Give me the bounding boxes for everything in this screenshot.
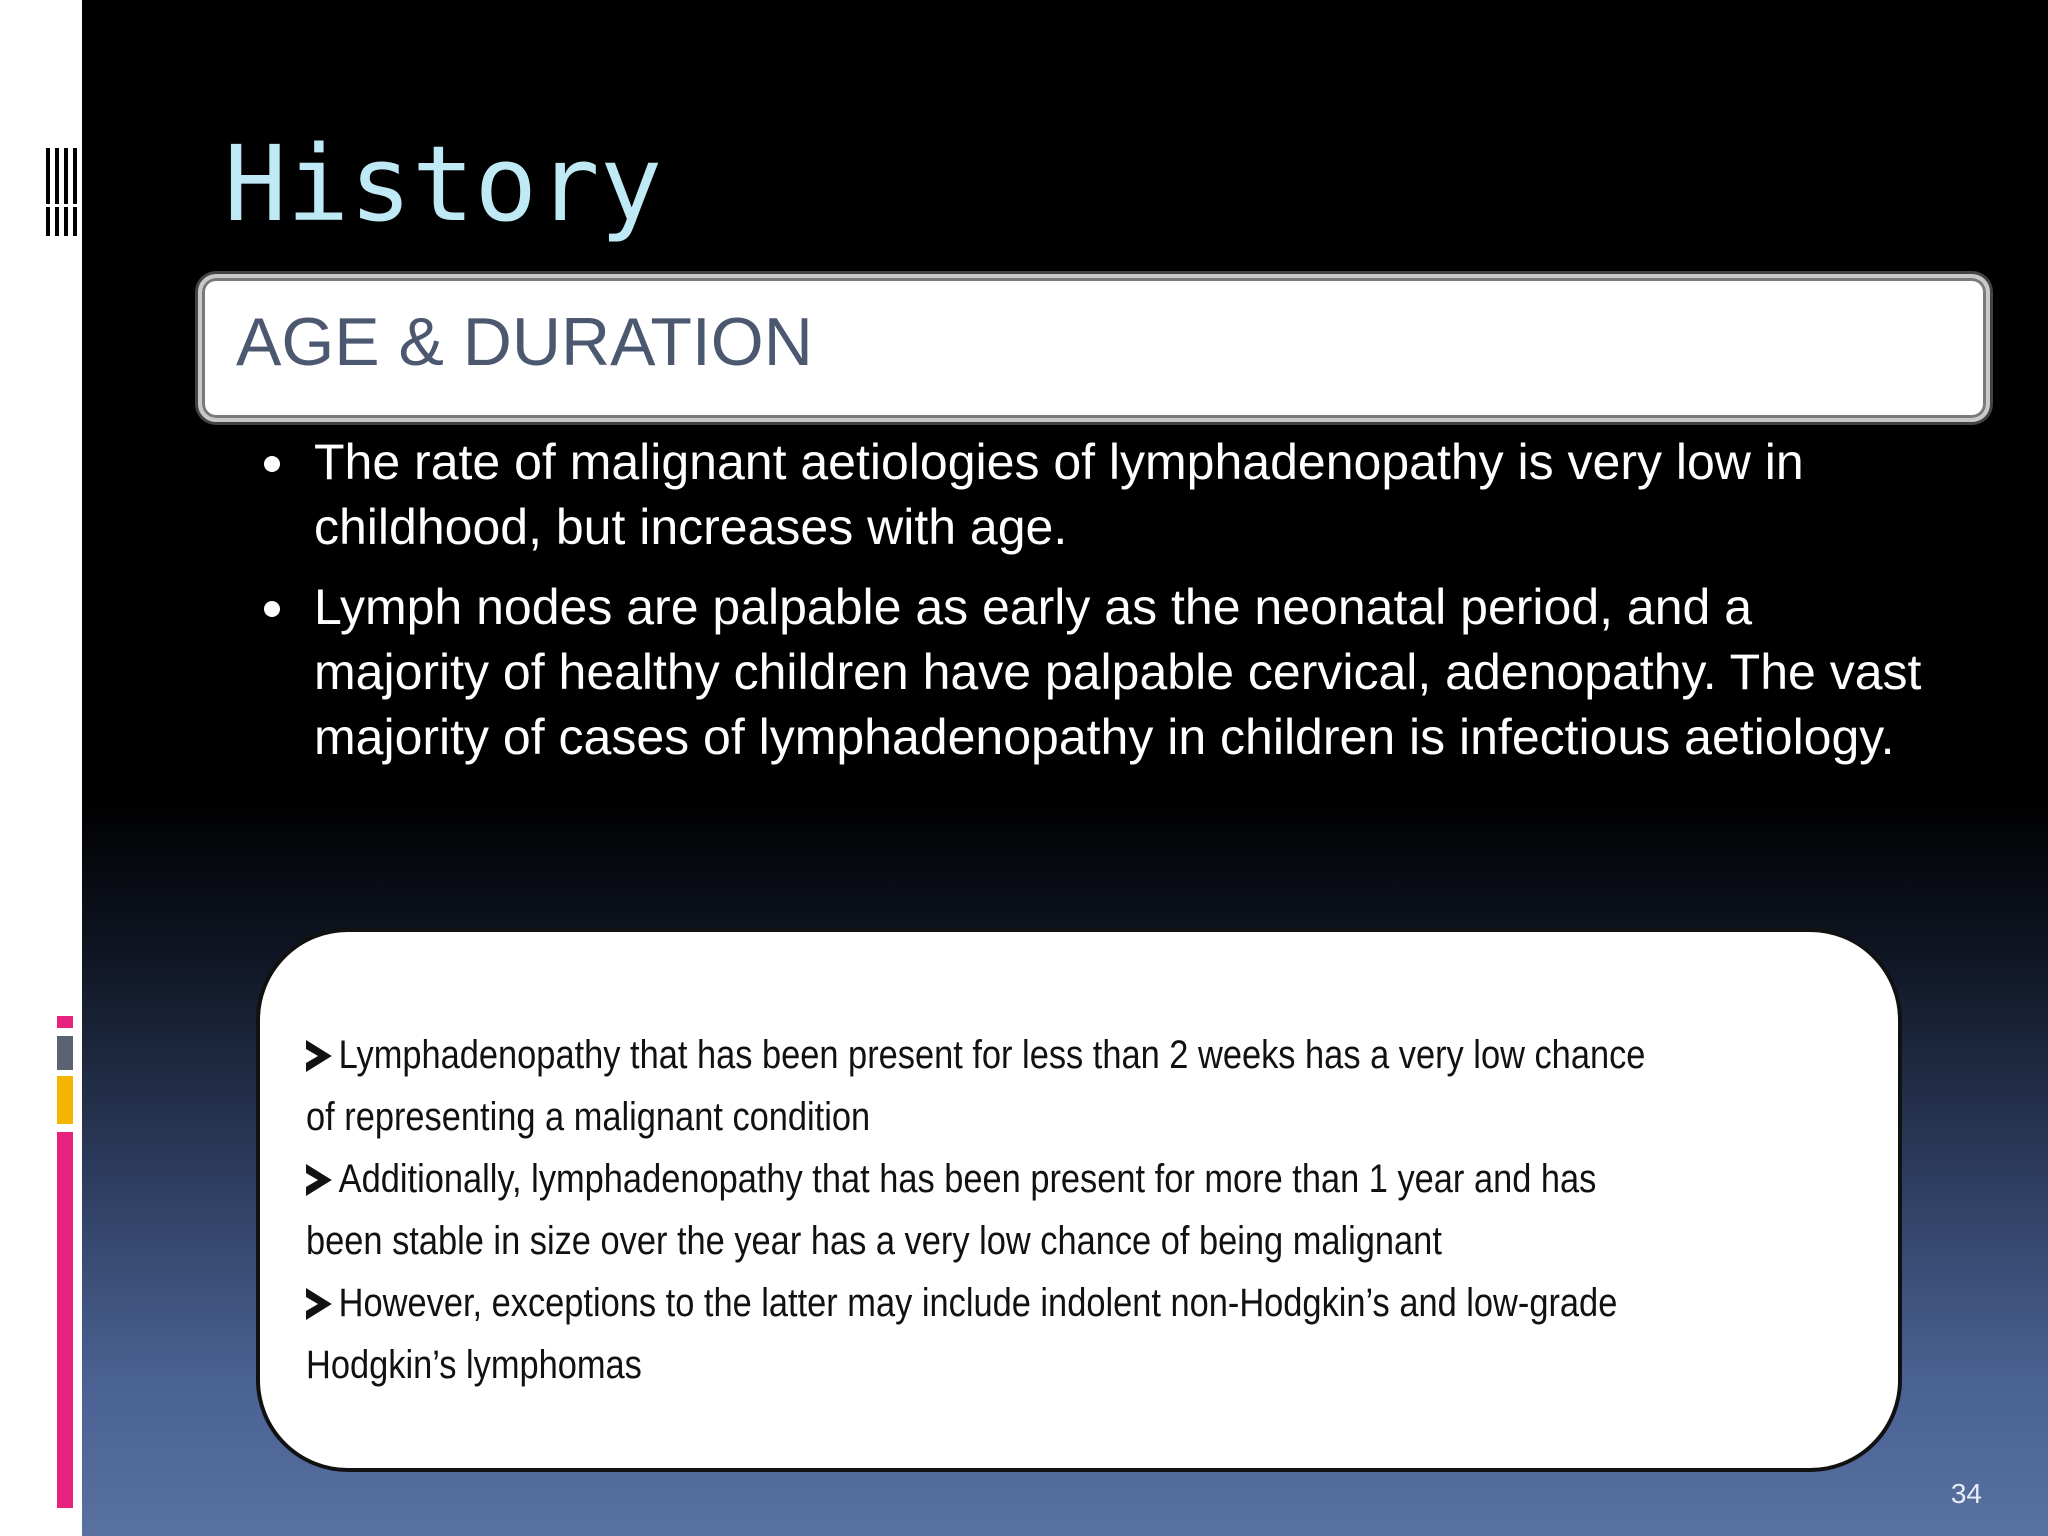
bullet-list	[256, 430, 1936, 785]
accent-stripe-gold	[57, 1076, 73, 1124]
section-header-text: AGE & DURATION	[236, 304, 813, 380]
callout-item-text: Lymphadenopathy that has been present for less than 2 weeks has a very low chance of representing a malignant condition	[306, 1033, 1646, 1139]
bullet-item	[256, 430, 1936, 560]
callout-item	[306, 1024, 1648, 1148]
accent-stripe-pink-top	[57, 1016, 73, 1028]
callout-item-text: However, exceptions to the latter may include indolent non-Hodgkin’s and low-grade Hodgkin’s lymphomas	[306, 1281, 1618, 1387]
arrow-bullet-icon	[306, 1288, 332, 1320]
bullet-dot-icon	[264, 456, 280, 472]
bullet-text: The rate of malignant aetiologies of lymphadenopathy is very low in childhood, but increases with age.	[314, 434, 1804, 555]
slide-title: History	[224, 123, 663, 245]
arrow-bullet-icon	[306, 1040, 332, 1072]
callout-item	[306, 1148, 1648, 1272]
section-header-box	[198, 274, 1990, 422]
bullet-dot-icon	[264, 601, 280, 617]
bullet-item	[256, 575, 1936, 770]
decorative-bars	[46, 148, 82, 236]
accent-stripe-pink-bottom	[57, 1132, 73, 1508]
accent-stripe-gray	[57, 1036, 73, 1070]
bullet-text: Lymph nodes are palpable as early as the neonatal period, and a majority of healthy children have palpable cervical, adenopathy. The vast majority of cases of lymphadenopathy in children is infectious aetiology.	[314, 579, 1922, 765]
callout-item-text: Additionally, lymphadenopathy that has been present for more than 1 year and has been stable in size over the year has a very low chance of being malignant	[306, 1157, 1597, 1263]
callout-box	[256, 928, 1902, 1472]
callout-text-block	[306, 1024, 1648, 1396]
arrow-bullet-icon	[306, 1164, 332, 1196]
slide-number: 34	[1950, 1478, 1982, 1509]
callout-item	[306, 1272, 1648, 1396]
